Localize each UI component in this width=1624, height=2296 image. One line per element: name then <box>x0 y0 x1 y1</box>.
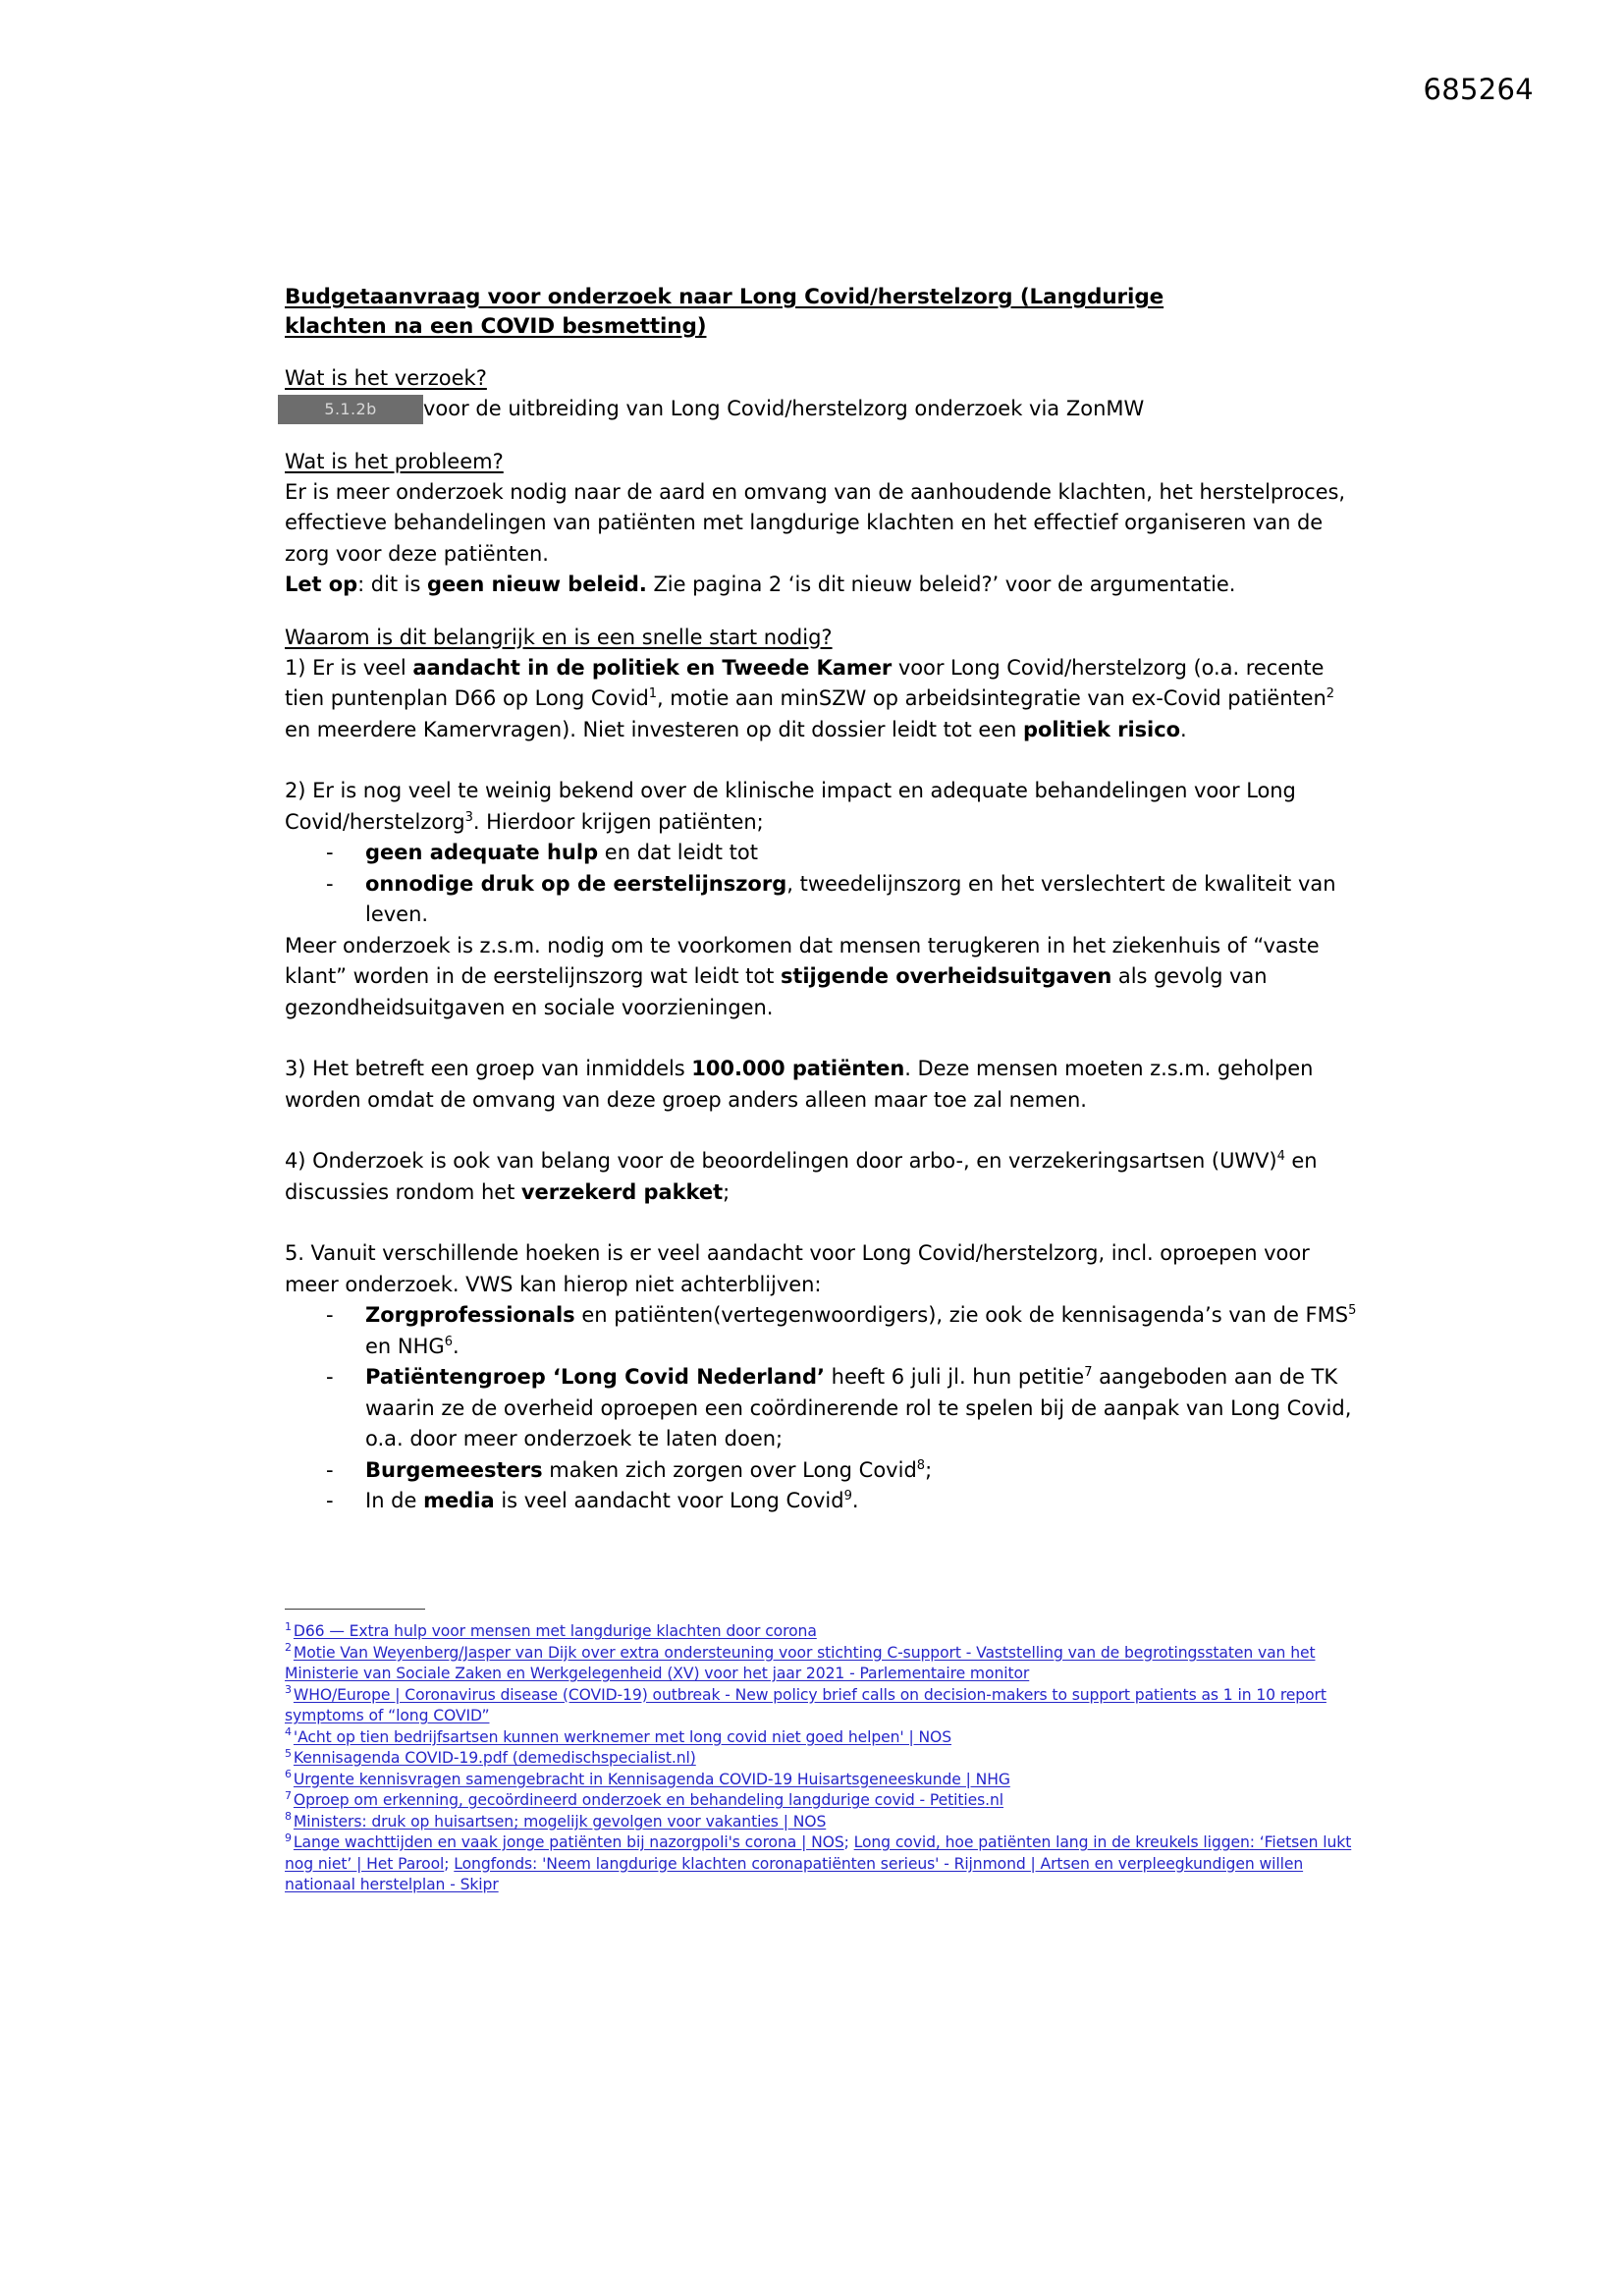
footnote-link[interactable]: Urgente kennisvragen samengebracht in Kennisagenda COVID-19 Huisartsgeneeskunde | NHG <box>293 1770 1010 1788</box>
point-1-tail: . <box>1179 717 1187 741</box>
point-2-closing-tail: als gevolg van gezondheidsuitgaven en sociale voorzieningen. <box>285 964 1268 1019</box>
point-1-mid-2: , motie aan minSZW op arbeidsintegratie van ex-Covid patiënten <box>657 686 1326 710</box>
section-verzoek <box>285 363 1360 425</box>
footnote-number: 3 <box>285 1683 292 1697</box>
list-item <box>285 1486 1360 1517</box>
probleem-paragraph <box>285 477 1360 601</box>
footnote-ref-1: 1 <box>648 686 658 701</box>
heading-belangrijk: Waarom is dit belangrijk en is een snelle start nodig? <box>285 625 833 649</box>
point-3-lead: 3) Het betreft een groep van inmiddels <box>285 1057 692 1080</box>
list-item <box>285 1362 1360 1455</box>
footnote-number: 6 <box>285 1768 292 1781</box>
list-item-text: en dat leidt tot <box>598 841 758 864</box>
document-body <box>285 283 1360 1517</box>
list-item <box>285 1300 1360 1362</box>
list-item-text: heeft 6 juli jl. hun petitie <box>825 1365 1085 1389</box>
point-4-tail: ; <box>723 1179 731 1204</box>
footnote-number: 9 <box>285 1831 292 1844</box>
footnote-entry <box>285 1748 1365 1770</box>
verzoek-text: voor de uitbreiding van Long Covid/herstelzorg onderzoek via ZonMW <box>423 397 1145 420</box>
footnote-ref-7: 7 <box>1084 1365 1093 1380</box>
point-1-bold-2: politiek risico <box>1022 717 1180 741</box>
footnote-ref-8: 8 <box>916 1457 926 1473</box>
point-4-mid: en discussies rondom het <box>285 1149 1318 1204</box>
list-item <box>285 869 1360 931</box>
footnote-entry <box>285 1770 1365 1791</box>
bullet-dash-icon: - <box>326 1365 334 1389</box>
footnote-number: 4 <box>285 1725 292 1739</box>
footnote-number: 1 <box>285 1619 292 1633</box>
document-title-line-2: klachten na een COVID besmetting) <box>285 314 707 339</box>
list-item-text-c: . <box>452 1334 460 1358</box>
list-item-text-b: en NHG <box>365 1334 445 1358</box>
footnote-ref-5: 5 <box>1348 1303 1357 1318</box>
footnote-entry <box>285 1790 1365 1812</box>
footnote-link[interactable]: Ministers: druk op huisartsen; mogelijk gevolgen voor vakanties | NOS <box>293 1812 827 1831</box>
list-item-bold: Burgemeesters <box>365 1457 543 1482</box>
point-4 <box>285 1146 1360 1208</box>
point-3-tail: . Deze mensen moeten z.s.m. geholpen worden omdat de omvang van deze groep anders alleen maar toe zal nemen. <box>285 1057 1314 1112</box>
point-5-lead: 5. Vanuit verschillende hoeken is er veel aandacht voor Long Covid/herstelzorg, incl. oproepen voor meer onderzoek. VWS kan hierop niet achterblijven: <box>285 1241 1310 1296</box>
bullet-dash-icon: - <box>326 841 334 864</box>
point-2 <box>285 776 1360 838</box>
list-item-text-b: ; <box>925 1457 933 1482</box>
point-3-bold: 100.000 patiënten <box>691 1057 905 1080</box>
page-number: 685264 <box>1423 73 1534 106</box>
document-title-line-1: Budgetaanvraag voor onderzoek naar Long Covid/herstelzorg (Langdurige <box>285 285 1164 309</box>
point-1-mid-3: en meerdere Kamervragen). Niet investeren op dit dossier leidt tot een <box>285 717 1023 741</box>
list-item-text: In de <box>365 1489 424 1512</box>
bullet-dash-icon: - <box>326 871 334 896</box>
point-4-bold: verzekerd pakket <box>520 1179 724 1204</box>
list-item-bold: onnodige druk op de eerstelijnszorg <box>365 871 787 896</box>
list-item-bold: media <box>423 1489 495 1512</box>
footnote-ref-3: 3 <box>464 809 473 825</box>
footnote-entry <box>285 1643 1365 1685</box>
footnote-link[interactable]: Kennisagenda COVID-19.pdf (demedischspecialist.nl) <box>293 1749 696 1767</box>
footnote-link[interactable]: WHO/Europe | Coronavirus disease (COVID-19) outbreak - New policy brief calls on decision-makers to support patients as 1 in 10 report symptoms of “long COVID” <box>285 1685 1326 1724</box>
list-item-text: en patiënten(vertegenwoordigers), zie ook de kennisagenda’s van de FMS <box>574 1303 1349 1327</box>
bullet-dash-icon: - <box>326 1489 334 1512</box>
footnote-separator-text: ; <box>843 1833 854 1851</box>
footnote-link[interactable]: 'Acht op tien bedrijfsartsen kunnen werknemer met long covid niet goed helpen' | NOS <box>293 1727 952 1746</box>
point-3 <box>285 1054 1360 1116</box>
footnote-separator-text: ; <box>444 1854 455 1873</box>
footnote-link[interactable]: Long covid, hoe patiënten lang in de kreukels liggen: ‘Fietsen lukt nog niet’ | Het Parool <box>285 1833 1352 1873</box>
footnote-number: 8 <box>285 1810 292 1824</box>
bullet-dash-icon: - <box>326 1303 334 1327</box>
document-title <box>285 283 1360 342</box>
list-item-bold: geen adequate hulp <box>365 841 599 864</box>
probleem-note-bold-2: geen nieuw beleid. <box>426 573 647 596</box>
point-2-lead: 2) Er is nog veel te weinig bekend over de klinische impact en adequate behandelingen voor Long Covid/herstelzorg <box>285 779 1296 834</box>
verzoek-redacted-line <box>285 394 1360 425</box>
point-1 <box>285 653 1360 746</box>
bullet-dash-icon: - <box>326 1457 334 1482</box>
point-5 <box>285 1238 1360 1300</box>
probleem-note-mid: : dit is <box>357 573 427 596</box>
footnote-ref-4: 4 <box>1276 1149 1285 1164</box>
point-4-lead: 4) Onderzoek is ook van belang voor de beoordelingen door arbo-, en verzekeringsartsen (UWV) <box>285 1149 1277 1173</box>
list-item-text: , tweedelijnszorg en het verslechtert de kwaliteit van leven. <box>365 871 1336 926</box>
footnote-link[interactable]: Longfonds: 'Neem langdurige klachten coronapatiënten serieus' - Rijnmond | Artsen en verpleegkundigen willen nationaal herstelplan - Skipr <box>285 1854 1304 1893</box>
footnote-entry <box>285 1832 1365 1896</box>
footnote-ref-9: 9 <box>843 1489 852 1503</box>
heading-verzoek: Wat is het verzoek? <box>285 366 487 390</box>
probleem-note-tail: Zie pagina 2 ‘is dit nieuw beleid?’ voor de argumentatie. <box>646 573 1236 596</box>
footnote-link[interactable]: D66 — Extra hulp voor mensen met langdurige klachten door corona <box>293 1622 817 1640</box>
redaction-box: 5.1.2b <box>278 395 423 424</box>
footnote-number: 5 <box>285 1746 292 1760</box>
footnote-ref-6: 6 <box>444 1334 453 1349</box>
point-2-closing-lead: Meer onderzoek is z.s.m. nodig om te voorkomen dat mensen terugkeren in het ziekenhuis of “vaste klant” worden in de eerstelijnszorg wat leidt tot <box>285 933 1320 988</box>
list-item-bold: Patiëntengroep ‘Long Covid Nederland’ <box>365 1365 825 1389</box>
footnote-ref-2: 2 <box>1326 686 1335 701</box>
heading-probleem: Wat is het probleem? <box>285 449 504 473</box>
section-probleem <box>285 447 1360 601</box>
point-1-mid-1: voor Long Covid/herstelzorg (o.a. recente tien puntenplan D66 op Long Covid <box>285 655 1325 710</box>
footnote-entry <box>285 1685 1365 1727</box>
footnote-link[interactable]: Motie Van Weyenberg/Jasper van Dijk over extra ondersteuning voor stichting C-support - Vaststelling van de begrotingsstaten van het Ministerie van Sociale Zaken en Werkgelegenheid (XV) voor het jaar 2021 - Parlementaire monitor <box>285 1643 1316 1682</box>
point-1-bold-1: aandacht in de politiek en Tweede Kamer <box>412 655 893 680</box>
point-2-closing <box>285 931 1360 1024</box>
point-2-bullets <box>285 838 1360 931</box>
footnote-link[interactable]: Oproep om erkenning, gecoördineerd onderzoek en behandeling langdurige covid - Petities.nl <box>293 1791 1004 1809</box>
list-item-text-b: . <box>851 1489 859 1512</box>
footnote-link[interactable]: Lange wachttijden en vaak jonge patiënten bij nazorgpoli's corona | NOS <box>293 1833 844 1851</box>
list-item <box>285 1455 1360 1487</box>
footnotes-section <box>285 1609 1365 1896</box>
footnote-list <box>285 1621 1365 1896</box>
point-1-lead: 1) Er is veel <box>285 655 413 680</box>
list-item <box>285 838 1360 869</box>
footnote-entry <box>285 1812 1365 1833</box>
footnote-number: 2 <box>285 1641 292 1655</box>
point-2-mid: . Hierdoor krijgen patiënten; <box>472 809 764 834</box>
list-item-text-mid: is veel aandacht voor Long Covid <box>494 1489 844 1512</box>
probleem-text: Er is meer onderzoek nodig naar de aard en omvang van de aanhoudende klachten, het herstelproces, effectieve behandelingen van patiënten met langdurige klachten en het effectief organiseren van de zorg voor deze patiënten. <box>285 479 1345 566</box>
footnote-separator-rule <box>285 1609 425 1610</box>
list-item-text: maken zich zorgen over Long Covid <box>542 1457 917 1482</box>
footnote-entry <box>285 1621 1365 1643</box>
footnote-entry <box>285 1727 1365 1749</box>
section-belangrijk <box>285 623 1360 1517</box>
list-item-text-b: aangeboden aan de TK waarin ze de overheid oproepen een coördinerende rol te spelen bij de aanpak van Long Covid, o.a. door meer onderzoek te laten doen; <box>365 1365 1352 1450</box>
point-5-bullets <box>285 1300 1360 1517</box>
point-2-closing-bold: stijgende overheidsuitgaven <box>780 964 1112 988</box>
footnote-number: 7 <box>285 1788 292 1802</box>
list-item-bold: Zorgprofessionals <box>365 1303 575 1327</box>
probleem-note-bold-1: Let op <box>285 573 358 596</box>
